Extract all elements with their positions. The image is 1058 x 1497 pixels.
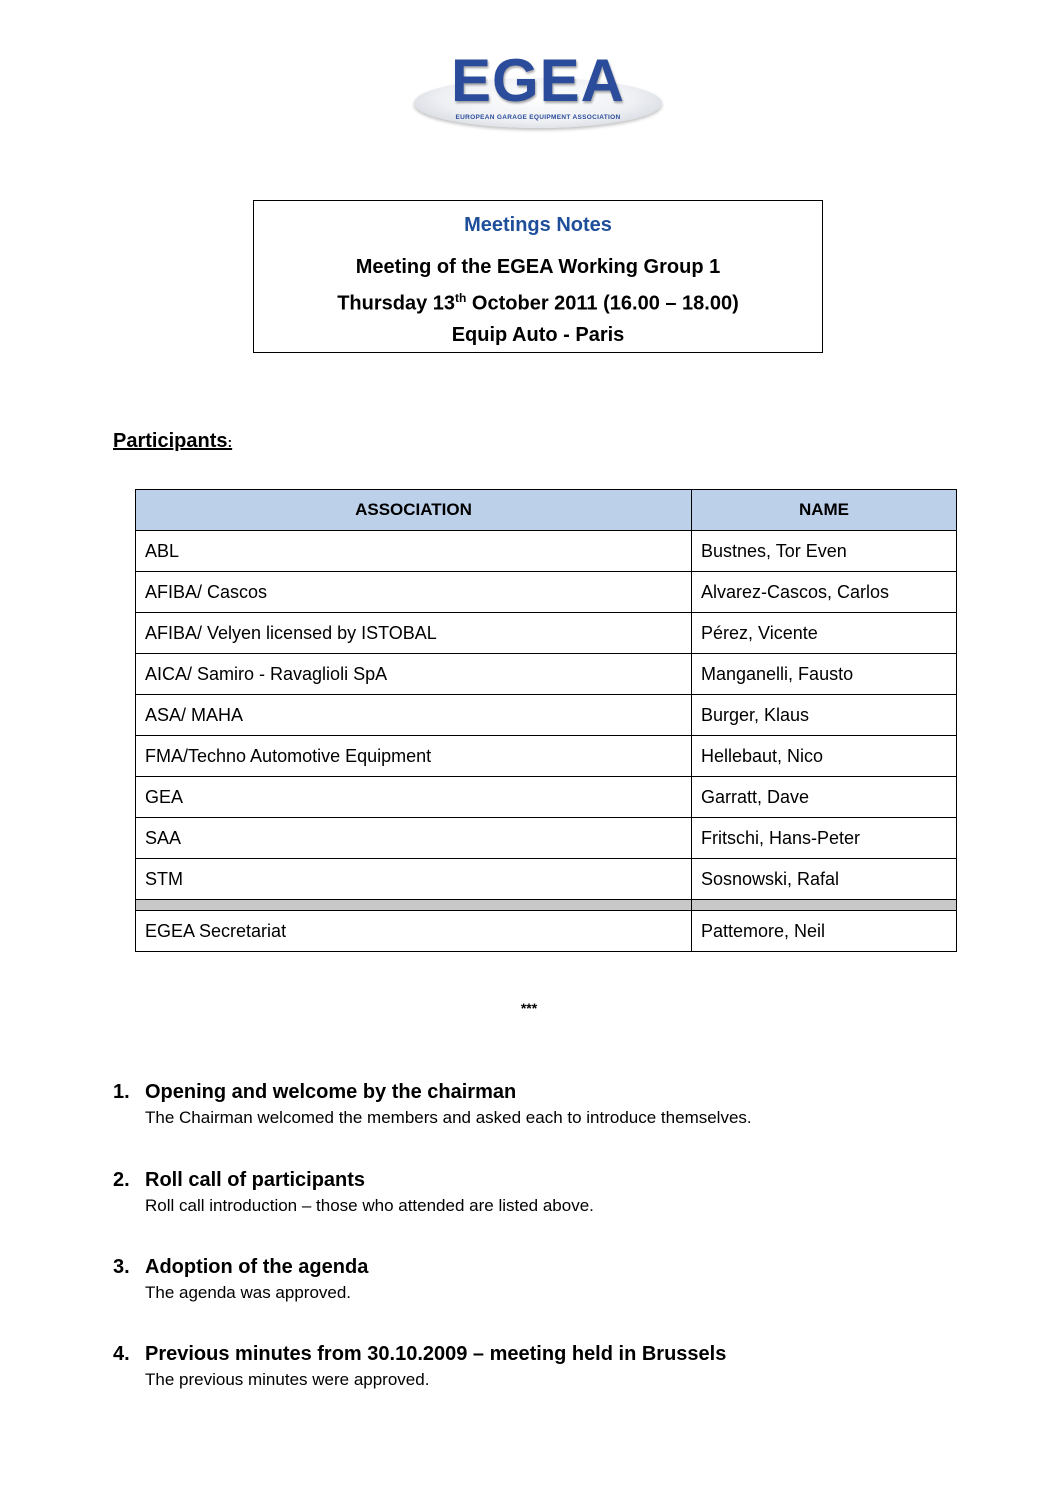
name-cell: Garratt, Dave [692, 777, 957, 818]
column-header-name: NAME [692, 490, 957, 531]
agenda-item-heading [113, 1256, 368, 1279]
name-cell: Bustnes, Tor Even [692, 531, 957, 572]
logo-text: EGEA [450, 47, 626, 114]
agenda-item-heading [113, 1081, 752, 1104]
participants-table [135, 489, 957, 952]
association-cell: EGEA Secretariat [136, 911, 692, 952]
agenda-item-title: Adoption of the agenda [145, 1256, 369, 1278]
agenda-item-text: The Chairman welcomed the members and asked each to introduce themselves. [145, 1108, 752, 1127]
date-suffix: October 2011 (16.00 – 18.00) [466, 292, 739, 315]
agenda-item-title: Roll call of participants [145, 1169, 366, 1191]
title-box [253, 200, 823, 353]
agenda-item-title: Previous minutes from 30.10.2009 – meeting held in Brussels [145, 1343, 727, 1365]
table-row [136, 572, 957, 613]
table-row [136, 531, 957, 572]
agenda-item-4 [113, 1343, 726, 1390]
table-row [136, 859, 957, 900]
association-cell: GEA [136, 777, 692, 818]
agenda-item-heading [113, 1169, 594, 1192]
table-row [136, 818, 957, 859]
association-cell: ABL [136, 531, 692, 572]
agenda-item-title: Opening and welcome by the chairman [145, 1081, 517, 1103]
meeting-location: Equip Auto - Paris [451, 323, 625, 346]
association-cell: SAA [136, 818, 692, 859]
association-cell: ASA/ MAHA [136, 695, 692, 736]
notes-title: Meetings Notes [464, 214, 612, 236]
date-superscript: th [455, 291, 467, 305]
agenda-item-text: Roll call introduction – those who attended are listed above. [145, 1196, 594, 1215]
agenda-item-number: 3. [113, 1256, 130, 1278]
table-row [136, 736, 957, 777]
egea-logo [414, 47, 662, 130]
agenda-item-2 [113, 1169, 594, 1216]
agenda-item-number: 4. [113, 1343, 130, 1365]
agenda-item-3 [113, 1256, 368, 1303]
table-row [136, 654, 957, 695]
name-cell: Alvarez-Cascos, Carlos [692, 572, 957, 613]
agenda-item-text: The previous minutes were approved. [145, 1370, 430, 1389]
table-separator-row [136, 900, 957, 911]
meeting-title: Meeting of the EGEA Working Group 1 [355, 256, 721, 278]
agenda-item-heading [113, 1343, 726, 1366]
participants-heading [113, 430, 232, 453]
agenda-item-number: 2. [113, 1169, 130, 1191]
section-separator: *** [520, 1000, 538, 1016]
name-cell: Pattemore, Neil [692, 911, 957, 952]
table-row-secretariat [136, 911, 957, 952]
agenda-item-1 [113, 1081, 752, 1128]
separator-cell [692, 900, 957, 911]
table-header-row [136, 490, 957, 531]
separator-cell [136, 900, 692, 911]
participants-heading-text: Participants [113, 430, 228, 452]
name-cell: Fritschi, Hans-Peter [692, 818, 957, 859]
agenda-item-number: 1. [113, 1081, 130, 1103]
name-cell: Pérez, Vicente [692, 613, 957, 654]
date-prefix: Thursday 13 [337, 292, 456, 315]
name-cell: Sosnowski, Rafal [692, 859, 957, 900]
meeting-date [254, 283, 822, 320]
association-cell: AFIBA/ Velyen licensed by ISTOBAL [136, 613, 692, 654]
table-row [136, 777, 957, 818]
table-row [136, 613, 957, 654]
column-header-association: ASSOCIATION [136, 490, 692, 531]
logo-subtitle: EUROPEAN GARAGE EQUIPMENT ASSOCIATION [455, 114, 621, 121]
agenda-item-text: The agenda was approved. [145, 1283, 352, 1302]
table-row [136, 695, 957, 736]
name-cell: Hellebaut, Nico [692, 736, 957, 777]
name-cell: Burger, Klaus [692, 695, 957, 736]
association-cell: FMA/Techno Automotive Equipment [136, 736, 692, 777]
association-cell: STM [136, 859, 692, 900]
association-cell: AICA/ Samiro - Ravaglioli SpA [136, 654, 692, 695]
participants-heading-colon: : [227, 434, 233, 450]
name-cell: Manganelli, Fausto [692, 654, 957, 695]
association-cell: AFIBA/ Cascos [136, 572, 692, 613]
